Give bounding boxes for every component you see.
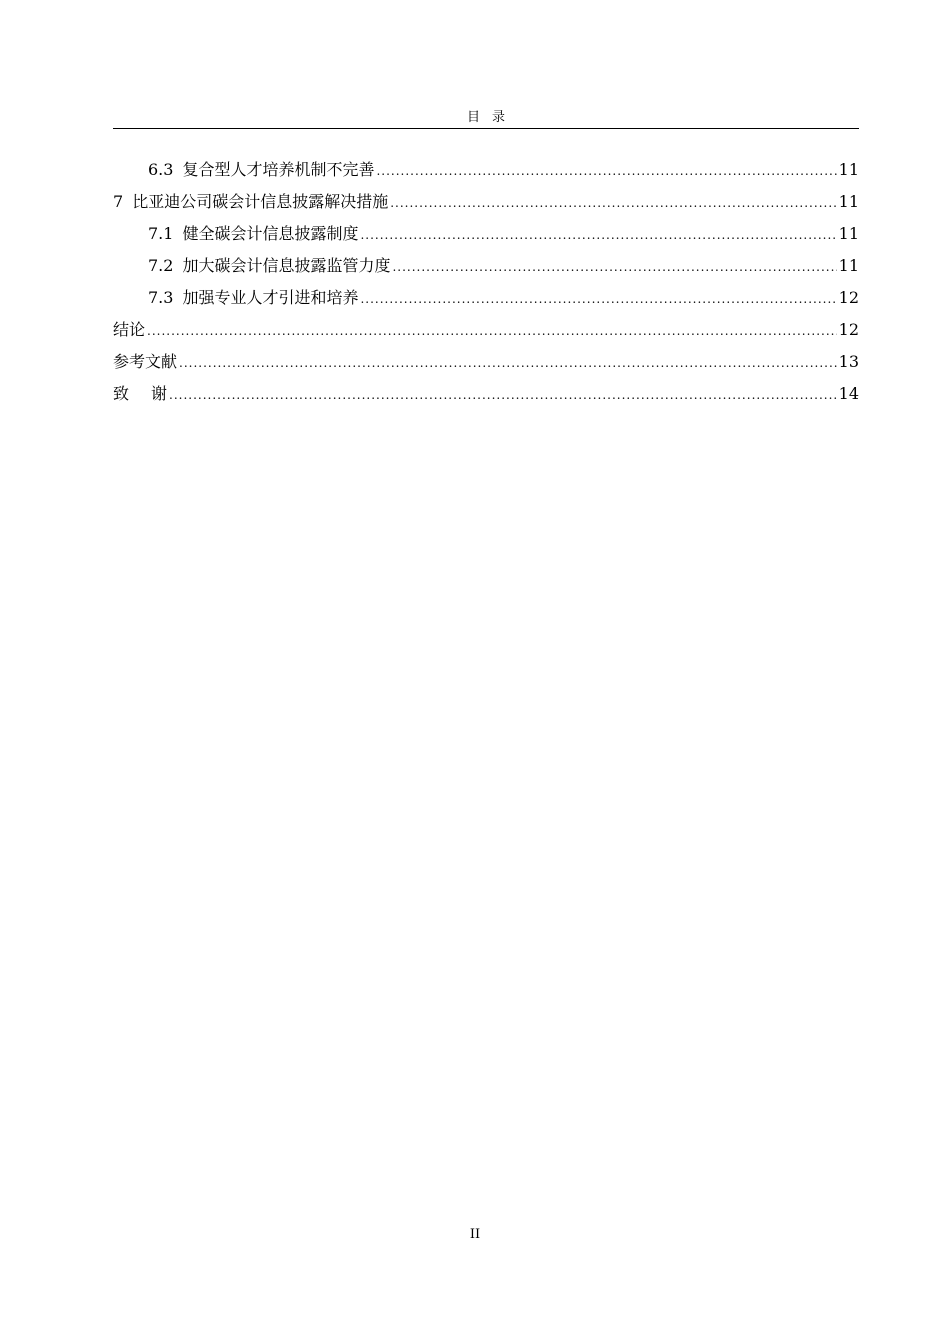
toc-entry-number: 6.3 [148, 160, 174, 179]
toc-entry-7-2[interactable] [113, 252, 859, 284]
toc-entry-page: 11 [838, 224, 859, 243]
toc-entry-page: 14 [838, 384, 859, 403]
toc-entry-title: 加大碳会计信息披露监管力度 [182, 256, 391, 275]
toc-entry-number: 7.3 [148, 288, 174, 307]
toc-dot-leader [360, 285, 836, 313]
toc-entry-7[interactable] [113, 188, 859, 220]
toc-entry-title: 结论 [113, 320, 146, 339]
page-footer [0, 1227, 950, 1242]
toc-entry-title: 致谢 [113, 384, 190, 403]
toc-entry-6-3[interactable] [113, 156, 859, 188]
toc-dot-leader [360, 221, 836, 249]
toc-entry-page: 12 [838, 320, 859, 339]
toc-entry-page: 11 [838, 192, 859, 211]
table-of-contents [113, 156, 859, 412]
toc-entry-7-1[interactable] [113, 220, 859, 252]
toc-entry-7-3[interactable] [113, 284, 859, 316]
toc-entry-conclusion[interactable] [113, 316, 859, 348]
toc-dot-leader [392, 253, 836, 281]
page-number: II [469, 1227, 481, 1242]
toc-entry-page: 11 [838, 160, 859, 179]
toc-entry-number: 7 [113, 192, 124, 211]
toc-dot-leader [169, 381, 837, 409]
toc-dot-leader [179, 349, 837, 377]
toc-entry-number: 7.1 [148, 224, 174, 243]
toc-dot-leader [390, 189, 836, 217]
toc-entry-title: 健全碳会计信息披露制度 [182, 224, 359, 243]
toc-entry-title: 比亚迪公司碳会计信息披露解决措施 [132, 192, 389, 211]
page-header-title: 目录 [466, 110, 517, 125]
toc-entry-title: 复合型人才培养机制不完善 [182, 160, 375, 179]
toc-entry-title: 参考文献 [113, 352, 178, 371]
toc-entry-references[interactable] [113, 348, 859, 380]
toc-entry-title: 加强专业人才引进和培养 [182, 288, 359, 307]
toc-entry-acknowledgements[interactable] [113, 380, 859, 412]
toc-entry-page: 11 [838, 256, 859, 275]
page-header [113, 106, 859, 129]
toc-entry-page: 13 [838, 352, 859, 371]
toc-dot-leader [376, 157, 836, 185]
toc-entry-page: 12 [838, 288, 859, 307]
toc-dot-leader [147, 317, 837, 345]
toc-entry-number: 7.2 [148, 256, 174, 275]
